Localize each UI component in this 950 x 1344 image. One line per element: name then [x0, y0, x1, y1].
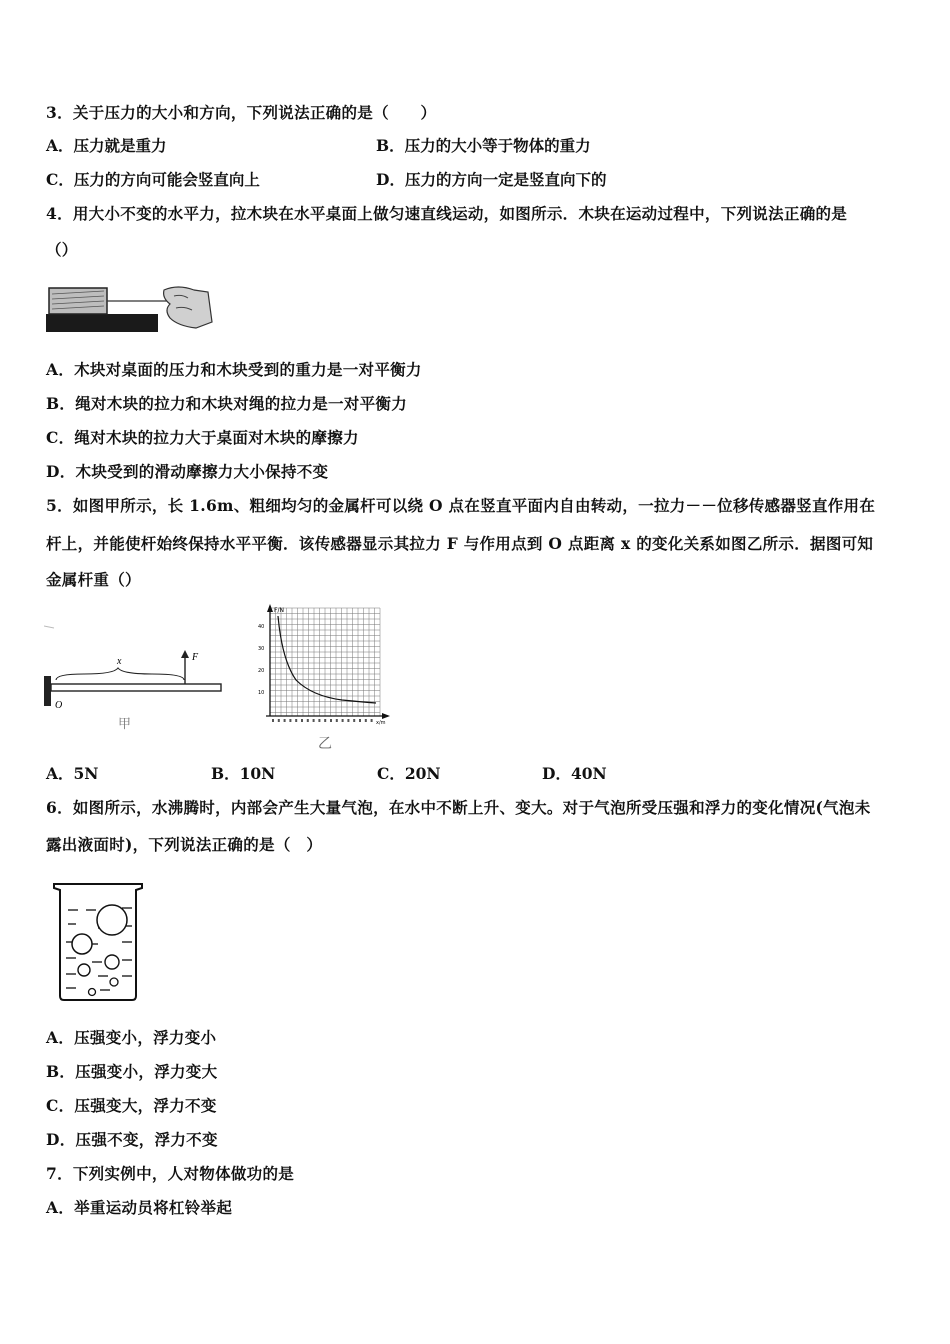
y-tick-20: 20 [258, 668, 265, 674]
q6-option-c[interactable]: C．压强变大，浮力不变 [46, 1096, 217, 1115]
bubble-small [105, 955, 119, 969]
x-tick-mark [278, 719, 280, 722]
x-tick-mark [318, 719, 320, 722]
q4-stem-line2: （） [46, 240, 78, 259]
x-tick-mark [284, 719, 286, 722]
x-tick-mark [324, 719, 326, 722]
y-tick-10: 10 [258, 690, 265, 696]
q5-stem-line3: 金属杆重（） [46, 570, 141, 589]
wall-support [44, 676, 51, 706]
y-axis-label: F/N [274, 607, 284, 614]
q7-stem: 7．下列实例中，人对物体做功的是 [46, 1164, 295, 1183]
q5-stem-line1: 5．如图甲所示，长 1.6m、粗细均匀的金属杆可以绕 O 点在竖直平面内自由转动，一拉力－－位移传感器竖直作用在 [46, 496, 876, 515]
q4-option-b[interactable]: B．绳对木块的拉力和木块对绳的拉力是一对平衡力 [46, 394, 408, 413]
bubble-small-2 [78, 964, 90, 976]
q3-option-b[interactable]: B．压力的大小等于物体的重力 [376, 136, 591, 155]
q4-option-a[interactable]: A．木块对桌面的压力和木块受到的重力是一对平衡力 [46, 360, 422, 379]
table-surface [46, 314, 158, 332]
q5-figure-yi-graph [252, 600, 402, 750]
bubble-tiny-2 [89, 989, 96, 996]
q4-stem-line1: 4．用大小不变的水平力，拉木块在水平桌面上做匀速直线运动，如图所示．木块在运动过程中，下列说法正确的是 [46, 204, 848, 223]
q5-option-a[interactable]: A．5N [46, 764, 99, 783]
q3-stem: 3．关于压力的大小和方向，下列说法正确的是（ ） [46, 103, 437, 122]
x-tick-mark [313, 719, 315, 722]
q6-stem-line2: 露出液面时)，下列说法正确的是（ ） [46, 835, 323, 854]
x-tick-mark [365, 719, 367, 722]
q5-option-b[interactable]: B．10N [211, 764, 276, 783]
y-tick-40: 40 [258, 624, 265, 630]
f-x-curve [278, 616, 376, 703]
q5-stem-line2: 杆上，并能使杆始终保持水平平衡．该传感器显示其拉力 F 与作用点到 O 点距离 x 的变化关系如图乙所示．据图可知 [46, 534, 874, 553]
q4-option-c[interactable]: C．绳对木块的拉力大于桌面对木块的摩擦力 [46, 428, 359, 447]
q6-option-b[interactable]: B．压强变小，浮力变大 [46, 1062, 218, 1081]
x-tick-mark [371, 719, 373, 722]
bubble-medium [72, 934, 92, 954]
x-tick-mark [342, 719, 344, 722]
q6-stem-line1: 6．如图所示，水沸腾时，内部会产生大量气泡，在水中不断上升、变大。对于气泡所受压强和浮力的变化情况(气泡未 [46, 798, 871, 817]
q6-option-d[interactable]: D．压强不变，浮力不变 [46, 1130, 218, 1149]
q5-option-c[interactable]: C．20N [377, 764, 441, 783]
x-tick-mark [307, 719, 309, 722]
x-axis-label: x/m [376, 720, 386, 726]
q6-figure-beaker [46, 880, 146, 1004]
q4-figure-block-pull [46, 282, 214, 334]
x-tick-labels [272, 719, 373, 722]
bubble-tiny [110, 978, 118, 986]
q6-option-a[interactable]: A．压强变小，浮力变小 [46, 1028, 217, 1047]
q4-option-d[interactable]: D．木块受到的滑动摩擦力大小保持不变 [46, 462, 329, 481]
q3-option-d[interactable]: D．压力的方向一定是竖直向下的 [376, 170, 607, 189]
q5-option-d[interactable]: D．40N [542, 764, 607, 783]
x-tick-mark [289, 719, 291, 722]
caption-yi: 乙 [318, 736, 332, 750]
y-tick-30: 30 [258, 646, 265, 652]
x-tick-mark [359, 719, 361, 722]
caption-jia: 甲 [118, 717, 132, 732]
f-label: F [192, 652, 199, 663]
x-brace [56, 668, 184, 680]
hand-icon [164, 287, 212, 328]
x-tick-mark [272, 719, 274, 722]
q3-option-c[interactable]: C．压力的方向可能会竖直向上 [46, 170, 260, 189]
x-tick-mark [301, 719, 303, 722]
metal-rod [51, 684, 221, 691]
q7-option-a[interactable]: A．举重运动员将杠铃举起 [46, 1198, 233, 1217]
x-tick-mark [336, 719, 338, 722]
q5-figure-jia [44, 622, 224, 734]
bubble-large [97, 905, 127, 935]
o-label: O [55, 700, 63, 711]
x-tick-mark [330, 719, 332, 722]
x-tick-mark [353, 719, 355, 722]
x-tick-mark [347, 719, 349, 722]
x-label: x [117, 656, 122, 667]
q3-option-a[interactable]: A．压力就是重力 [46, 136, 167, 155]
x-tick-mark [295, 719, 297, 722]
